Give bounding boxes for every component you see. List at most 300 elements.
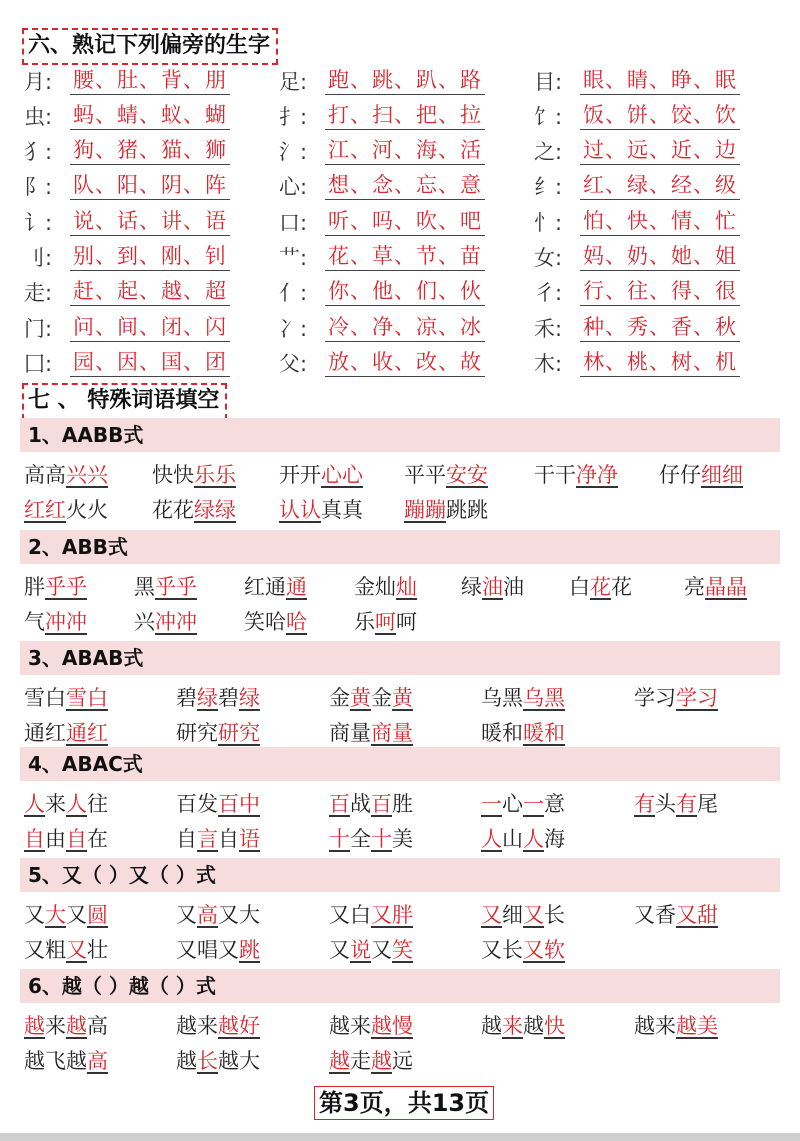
given-segment: 暖和 bbox=[481, 721, 523, 745]
radical-group bbox=[279, 63, 485, 98]
given-segment: 通红 bbox=[24, 721, 66, 745]
word-row bbox=[24, 493, 784, 528]
word-item bbox=[404, 493, 488, 528]
answer-segment: 大 bbox=[45, 903, 66, 927]
radical-characters: 跑、跳、趴、路 bbox=[325, 67, 485, 95]
word-item bbox=[24, 1044, 108, 1079]
word-item bbox=[461, 570, 524, 605]
word-item bbox=[152, 458, 236, 493]
word-item bbox=[24, 822, 108, 857]
given-segment: 又香 bbox=[634, 903, 676, 927]
answer-segment: 人 bbox=[523, 827, 544, 851]
given-segment: 头 bbox=[655, 792, 676, 816]
answer-segment: 安安 bbox=[446, 463, 488, 487]
given-segment: 快快 bbox=[152, 463, 194, 487]
word-item bbox=[481, 1009, 565, 1044]
given-segment: 心 bbox=[502, 792, 523, 816]
given-segment: 越 bbox=[176, 1049, 197, 1073]
given-segment: 又粗 bbox=[24, 938, 66, 962]
given-segment: 往 bbox=[87, 792, 108, 816]
radical-row bbox=[24, 345, 784, 380]
radical-characters: 放、收、改、故 bbox=[325, 349, 485, 377]
answer-segment: 越好 bbox=[218, 1014, 260, 1038]
page-indicator: 第3页，共13页 bbox=[314, 1086, 494, 1120]
given-segment: 又 bbox=[176, 903, 197, 927]
word-item bbox=[329, 933, 413, 968]
given-segment: 尾 bbox=[697, 792, 718, 816]
answer-segment: 来 bbox=[502, 1014, 523, 1038]
radical-characters: 想、念、忘、意 bbox=[325, 172, 485, 200]
given-segment: 金灿 bbox=[354, 575, 396, 599]
given-segment: 在 bbox=[87, 827, 108, 851]
answer-segment: 有 bbox=[676, 792, 697, 816]
radical-label: 心: bbox=[279, 175, 308, 200]
radical-group bbox=[534, 169, 740, 204]
answer-segment: 研究 bbox=[218, 721, 260, 745]
radical-row bbox=[24, 63, 784, 98]
word-item bbox=[329, 787, 413, 822]
word-item bbox=[481, 933, 565, 968]
answer-segment: 红红 bbox=[24, 498, 66, 522]
radical-group bbox=[534, 345, 740, 380]
answer-segment: 又 bbox=[66, 938, 87, 962]
word-item bbox=[634, 898, 718, 933]
word-item bbox=[634, 1009, 718, 1044]
radical-characters: 眼、睛、睁、眠 bbox=[580, 67, 740, 95]
word-item bbox=[24, 898, 108, 933]
answer-segment: 一 bbox=[481, 792, 502, 816]
answer-segment: 十 bbox=[329, 827, 350, 851]
answer-segment: 又甜 bbox=[676, 903, 718, 927]
word-item bbox=[659, 458, 743, 493]
word-item bbox=[176, 1044, 260, 1079]
word-item bbox=[329, 822, 413, 857]
radical-label: 月: bbox=[24, 69, 53, 94]
word-item bbox=[24, 716, 108, 751]
answer-segment: 笑 bbox=[392, 938, 413, 962]
answer-segment: 越 bbox=[24, 1014, 45, 1038]
radical-label: 门: bbox=[24, 316, 53, 341]
radical-label: 冫: bbox=[279, 316, 308, 341]
word-item bbox=[176, 681, 260, 716]
given-segment: 火火 bbox=[66, 498, 108, 522]
radical-group bbox=[279, 310, 485, 345]
answer-segment: 心心 bbox=[321, 463, 363, 487]
radical-characters: 江、河、海、活 bbox=[325, 137, 485, 165]
word-row bbox=[24, 458, 784, 493]
radical-row bbox=[24, 240, 784, 275]
word-item bbox=[152, 493, 236, 528]
given-segment: 碧 bbox=[218, 686, 239, 710]
radical-characters: 问、间、闭、闪 bbox=[70, 314, 230, 342]
word-item bbox=[481, 787, 565, 822]
word-item bbox=[329, 1044, 413, 1079]
radical-group bbox=[534, 98, 740, 133]
given-segment: 油 bbox=[503, 575, 524, 599]
answer-segment: 油 bbox=[482, 575, 503, 599]
answer-segment: 乐乐 bbox=[194, 463, 236, 487]
given-segment: 碧 bbox=[176, 686, 197, 710]
radical-characters: 打、扫、把、拉 bbox=[325, 102, 485, 130]
word-item bbox=[176, 898, 260, 933]
given-segment: 长 bbox=[544, 903, 565, 927]
given-segment: 兴 bbox=[134, 610, 155, 634]
word-row bbox=[24, 933, 784, 968]
word-item bbox=[24, 493, 108, 528]
answer-segment: 十 bbox=[371, 827, 392, 851]
radical-label: 彳: bbox=[534, 281, 563, 306]
radical-characters: 红、绿、经、级 bbox=[580, 172, 740, 200]
radical-characters: 饭、饼、饺、饮 bbox=[580, 102, 740, 130]
answer-segment: 花 bbox=[590, 575, 611, 599]
answer-segment: 又软 bbox=[523, 938, 565, 962]
word-item bbox=[24, 681, 108, 716]
radical-label: 口: bbox=[279, 210, 308, 235]
radical-group bbox=[24, 310, 230, 345]
radical-characters: 行、往、得、很 bbox=[580, 278, 740, 306]
given-segment: 海 bbox=[544, 827, 565, 851]
word-item bbox=[354, 570, 417, 605]
word-item bbox=[329, 716, 413, 751]
radical-characters: 你、他、们、伙 bbox=[325, 278, 485, 306]
given-segment: 全 bbox=[350, 827, 371, 851]
answer-segment: 细细 bbox=[701, 463, 743, 487]
radical-row bbox=[24, 204, 784, 239]
given-segment: 花花 bbox=[152, 498, 194, 522]
subsection-heading: 5、又（ ）又（ ）式 bbox=[20, 858, 780, 892]
answer-segment: 灿 bbox=[396, 575, 417, 599]
answer-segment: 冲冲 bbox=[155, 610, 197, 634]
word-item bbox=[176, 716, 260, 751]
radical-group bbox=[534, 240, 740, 275]
radical-group bbox=[24, 134, 230, 169]
given-segment: 越来 bbox=[634, 1014, 676, 1038]
radical-group bbox=[279, 275, 485, 310]
given-segment: 干干 bbox=[534, 463, 576, 487]
subsection-heading: 3、ABAB式 bbox=[20, 641, 780, 675]
word-item bbox=[481, 716, 565, 751]
answer-segment: 百 bbox=[329, 792, 350, 816]
given-segment: 又白 bbox=[329, 903, 371, 927]
given-segment: 平平 bbox=[404, 463, 446, 487]
word-item bbox=[329, 681, 413, 716]
answer-segment: 越美 bbox=[676, 1014, 718, 1038]
answer-segment: 又 bbox=[523, 903, 544, 927]
answer-segment: 高 bbox=[197, 903, 218, 927]
word-row bbox=[24, 681, 784, 716]
radical-characters: 花、草、节、苗 bbox=[325, 243, 485, 271]
radical-label: 艹: bbox=[279, 246, 308, 270]
answer-segment: 通 bbox=[286, 575, 307, 599]
given-segment: 壮 bbox=[87, 938, 108, 962]
given-segment: 白 bbox=[569, 575, 590, 599]
given-segment: 来 bbox=[45, 792, 66, 816]
given-segment: 商量 bbox=[329, 721, 371, 745]
word-row bbox=[24, 605, 784, 640]
radical-group bbox=[279, 204, 485, 239]
answer-segment: 商量 bbox=[371, 721, 413, 745]
radical-label: 忄: bbox=[534, 210, 563, 235]
word-item bbox=[634, 787, 718, 822]
subsection-heading: 4、ABAC式 bbox=[20, 747, 780, 781]
radical-characters: 狗、猪、猫、狮 bbox=[70, 137, 230, 165]
answer-segment: 长 bbox=[197, 1049, 218, 1073]
answer-segment: 越慢 bbox=[371, 1014, 413, 1038]
given-segment: 又大 bbox=[218, 903, 260, 927]
answer-segment: 冲冲 bbox=[45, 610, 87, 634]
given-segment: 来 bbox=[45, 1014, 66, 1038]
answer-segment: 呵 bbox=[375, 610, 396, 634]
given-segment: 又长 bbox=[481, 938, 523, 962]
radical-row bbox=[24, 134, 784, 169]
word-row bbox=[24, 822, 784, 857]
given-segment: 战 bbox=[350, 792, 371, 816]
radical-group bbox=[24, 63, 230, 98]
radical-characters: 腰、肚、背、朋 bbox=[70, 67, 230, 95]
given-segment: 又 bbox=[329, 938, 350, 962]
given-segment: 越 bbox=[523, 1014, 544, 1038]
answer-segment: 又 bbox=[481, 903, 502, 927]
radical-characters: 听、吗、吹、吧 bbox=[325, 208, 485, 236]
given-segment: 意 bbox=[544, 792, 565, 816]
radical-group bbox=[279, 169, 485, 204]
radical-characters: 过、远、近、边 bbox=[580, 137, 740, 165]
radical-row bbox=[24, 310, 784, 345]
section-7-title: 七 、 特殊词语填空 bbox=[22, 383, 227, 420]
radical-group bbox=[24, 240, 230, 275]
answer-segment: 雪白 bbox=[66, 686, 108, 710]
radical-label: 木: bbox=[534, 351, 563, 376]
radical-label: 之: bbox=[534, 140, 563, 165]
radical-row bbox=[24, 275, 784, 310]
word-item bbox=[404, 458, 488, 493]
given-segment: 越飞越 bbox=[24, 1049, 87, 1073]
bottom-scroll-edge bbox=[0, 1133, 800, 1141]
given-segment: 越来 bbox=[176, 1014, 218, 1038]
answer-segment: 语 bbox=[239, 827, 260, 851]
given-segment: 越来 bbox=[329, 1014, 371, 1038]
answer-segment: 乌黑 bbox=[523, 686, 565, 710]
word-row bbox=[24, 1009, 784, 1044]
word-row bbox=[24, 1044, 784, 1079]
word-row bbox=[24, 787, 784, 822]
answer-segment: 自 bbox=[66, 827, 87, 851]
answer-segment: 黄 bbox=[350, 686, 371, 710]
word-item bbox=[244, 605, 307, 640]
section-6-title: 六、熟记下列偏旁的生字 bbox=[22, 28, 278, 65]
radical-characters: 冷、净、凉、冰 bbox=[325, 314, 485, 342]
radical-label: 目: bbox=[534, 69, 563, 94]
answer-segment: 自 bbox=[24, 827, 45, 851]
answer-segment: 乎乎 bbox=[155, 575, 197, 599]
word-row bbox=[24, 570, 784, 605]
radical-label: 扌: bbox=[279, 104, 308, 129]
subsection-heading: 1、AABB式 bbox=[20, 418, 780, 452]
given-segment: 呵 bbox=[396, 610, 417, 634]
answer-segment: 言 bbox=[197, 827, 218, 851]
answer-segment: 通红 bbox=[66, 721, 108, 745]
answer-segment: 哈 bbox=[286, 610, 307, 634]
given-segment: 美 bbox=[392, 827, 413, 851]
radical-label: 刂: bbox=[24, 246, 53, 270]
radical-characters: 蚂、蜻、蚁、蝴 bbox=[70, 102, 230, 130]
radical-characters: 怕、快、情、忙 bbox=[580, 208, 740, 236]
radical-label: 足: bbox=[279, 69, 308, 94]
answer-segment: 一 bbox=[523, 792, 544, 816]
word-item bbox=[24, 1009, 108, 1044]
given-segment: 越大 bbox=[218, 1049, 260, 1073]
answer-segment: 兴兴 bbox=[66, 463, 108, 487]
radical-group bbox=[534, 275, 740, 310]
radical-characters: 说、话、讲、语 bbox=[70, 208, 230, 236]
radical-group bbox=[24, 345, 230, 380]
given-segment: 自 bbox=[176, 827, 197, 851]
word-item bbox=[279, 458, 363, 493]
word-item bbox=[176, 1009, 260, 1044]
word-item bbox=[24, 787, 108, 822]
word-item bbox=[481, 898, 565, 933]
given-segment: 胖 bbox=[24, 575, 45, 599]
answer-segment: 绿绿 bbox=[194, 498, 236, 522]
word-item bbox=[534, 458, 618, 493]
word-item bbox=[481, 822, 565, 857]
word-item bbox=[176, 933, 260, 968]
word-item bbox=[569, 570, 632, 605]
answer-segment: 人 bbox=[24, 792, 45, 816]
radical-label: 父: bbox=[279, 351, 308, 376]
radical-label: 饣: bbox=[534, 104, 563, 129]
answer-segment: 百中 bbox=[218, 792, 260, 816]
given-segment: 细 bbox=[502, 903, 523, 927]
answer-segment: 认认 bbox=[279, 498, 321, 522]
word-item bbox=[634, 681, 718, 716]
radical-group bbox=[279, 240, 485, 275]
answer-segment: 圆 bbox=[87, 903, 108, 927]
word-item bbox=[24, 458, 108, 493]
given-segment: 自 bbox=[218, 827, 239, 851]
radical-row bbox=[24, 169, 784, 204]
given-segment: 黑 bbox=[134, 575, 155, 599]
given-segment: 仔仔 bbox=[659, 463, 701, 487]
radical-group bbox=[24, 169, 230, 204]
radical-label: 走: bbox=[24, 281, 53, 306]
given-segment: 高 bbox=[87, 1014, 108, 1038]
answer-segment: 绿 bbox=[197, 686, 218, 710]
answer-segment: 快 bbox=[544, 1014, 565, 1038]
given-segment: 越 bbox=[481, 1014, 502, 1038]
given-segment: 开开 bbox=[279, 463, 321, 487]
answer-segment: 学习 bbox=[676, 686, 718, 710]
radical-label: 阝: bbox=[24, 175, 53, 200]
given-segment: 乐 bbox=[354, 610, 375, 634]
given-segment: 又 bbox=[24, 903, 45, 927]
given-segment: 又 bbox=[66, 903, 87, 927]
given-segment: 高高 bbox=[24, 463, 66, 487]
answer-segment: 有 bbox=[634, 792, 655, 816]
answer-segment: 跳 bbox=[239, 938, 260, 962]
radical-characters: 妈、奶、她、姐 bbox=[580, 243, 740, 271]
given-segment: 由 bbox=[45, 827, 66, 851]
given-segment: 真真 bbox=[321, 498, 363, 522]
answer-segment: 黄 bbox=[392, 686, 413, 710]
given-segment: 金 bbox=[329, 686, 350, 710]
radical-group bbox=[534, 204, 740, 239]
word-item bbox=[329, 1009, 413, 1044]
answer-segment: 越 bbox=[66, 1014, 87, 1038]
word-item bbox=[134, 605, 197, 640]
radical-group bbox=[534, 310, 740, 345]
radical-label: 犭: bbox=[24, 140, 53, 165]
word-item bbox=[244, 570, 307, 605]
answer-segment: 暖和 bbox=[523, 721, 565, 745]
radical-group bbox=[24, 275, 230, 310]
word-item bbox=[176, 822, 260, 857]
word-item bbox=[684, 570, 747, 605]
given-segment: 金 bbox=[371, 686, 392, 710]
radical-group bbox=[279, 345, 485, 380]
word-item bbox=[134, 570, 197, 605]
given-segment: 红通 bbox=[244, 575, 286, 599]
answer-segment: 乎乎 bbox=[45, 575, 87, 599]
radical-label: 虫: bbox=[24, 104, 53, 129]
given-segment: 学习 bbox=[634, 686, 676, 710]
answer-segment: 百 bbox=[371, 792, 392, 816]
given-segment: 走 bbox=[350, 1049, 371, 1073]
given-segment: 远 bbox=[392, 1049, 413, 1073]
given-segment: 胜 bbox=[392, 792, 413, 816]
radical-group bbox=[24, 204, 230, 239]
given-segment: 研究 bbox=[176, 721, 218, 745]
radical-characters: 园、因、国、团 bbox=[70, 349, 230, 377]
radical-characters: 赶、起、越、超 bbox=[70, 278, 230, 306]
radical-characters: 别、到、刚、钊 bbox=[70, 243, 230, 271]
radical-group bbox=[279, 134, 485, 169]
given-segment: 亮 bbox=[684, 575, 705, 599]
answer-segment: 人 bbox=[66, 792, 87, 816]
given-segment: 山 bbox=[502, 827, 523, 851]
answer-segment: 净净 bbox=[576, 463, 618, 487]
given-segment: 气 bbox=[24, 610, 45, 634]
radical-characters: 队、阳、阴、阵 bbox=[70, 172, 230, 200]
given-segment: 乌黑 bbox=[481, 686, 523, 710]
given-segment: 跳跳 bbox=[446, 498, 488, 522]
radical-group bbox=[279, 98, 485, 133]
radical-label: 纟: bbox=[534, 175, 563, 200]
word-item bbox=[279, 493, 363, 528]
subsection-heading: 2、ABB式 bbox=[20, 530, 780, 564]
radical-label: 禾: bbox=[534, 316, 563, 341]
word-row bbox=[24, 716, 784, 751]
radical-group bbox=[534, 134, 740, 169]
given-segment: 又 bbox=[371, 938, 392, 962]
radical-label: 亻: bbox=[279, 281, 308, 306]
answer-segment: 越 bbox=[329, 1049, 350, 1073]
word-row bbox=[24, 898, 784, 933]
given-segment: 百发 bbox=[176, 792, 218, 816]
answer-segment: 人 bbox=[481, 827, 502, 851]
given-segment: 又唱又 bbox=[176, 938, 239, 962]
word-item bbox=[481, 681, 565, 716]
radical-characters: 种、秀、香、秋 bbox=[580, 314, 740, 342]
answer-segment: 又胖 bbox=[371, 903, 413, 927]
word-item bbox=[176, 787, 260, 822]
given-segment: 花 bbox=[611, 575, 632, 599]
answer-segment: 绿 bbox=[239, 686, 260, 710]
word-item bbox=[24, 570, 87, 605]
radical-label: 氵: bbox=[279, 140, 308, 165]
subsection-heading: 6、越（ ）越（ ）式 bbox=[20, 969, 780, 1003]
answer-segment: 晶晶 bbox=[705, 575, 747, 599]
